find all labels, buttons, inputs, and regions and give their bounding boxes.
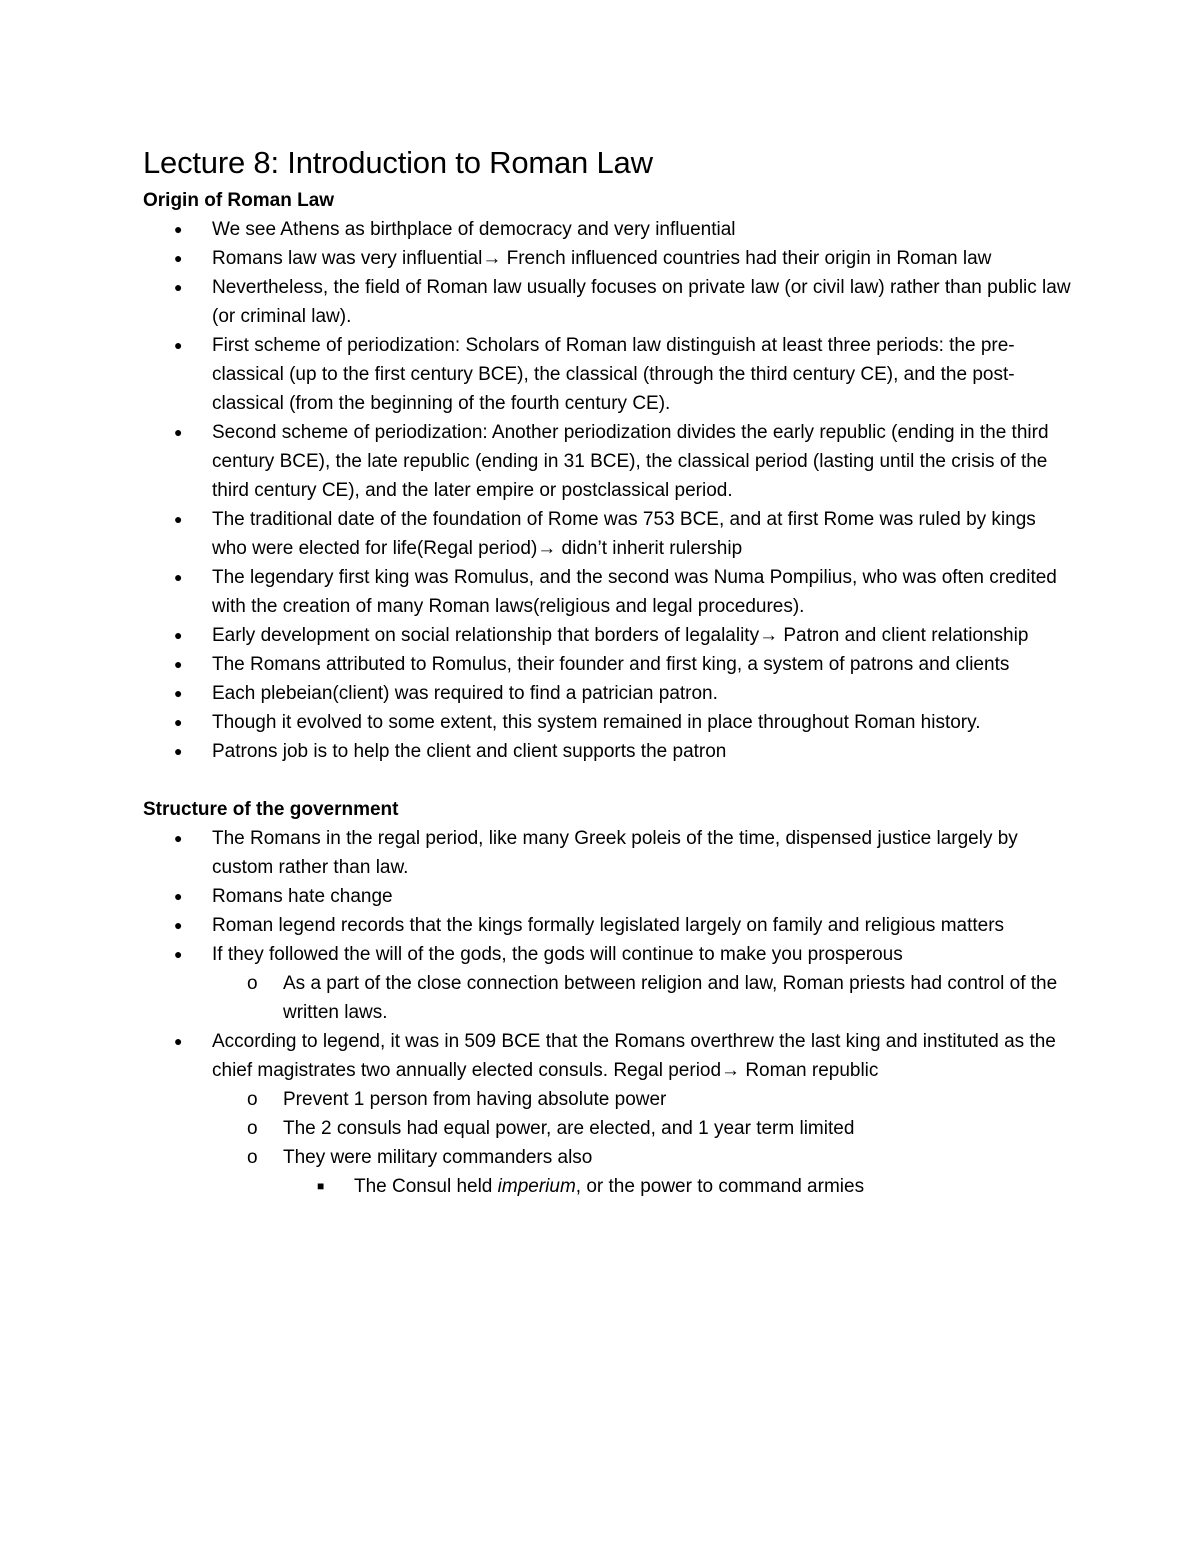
sub-sub-list: [283, 1172, 1073, 1201]
bullet-icon: ●: [174, 627, 183, 643]
list-item: ● Roman legend records that the kings formally legislated largely on family and religious matters: [143, 911, 1073, 940]
bullet-list-government: [143, 824, 1073, 1201]
sub-list-consuls: [212, 1085, 1073, 1201]
bullet-icon: ●: [174, 714, 183, 730]
section-heading-government: Structure of the government: [143, 799, 399, 820]
bullet-icon: ●: [174, 279, 183, 295]
bullet-icon: ●: [174, 830, 183, 846]
bullet-icon: ●: [174, 424, 183, 440]
bullet-icon: ●: [174, 221, 183, 237]
sub-list-item: o As a part of the close connection between religion and law, Roman priests had control of the written laws.: [212, 969, 1073, 1027]
page-title: Lecture 8: Introduction to Roman Law: [143, 145, 653, 180]
sub-sub-list-item: ■ The Consul held imperium, or the power to command armies: [283, 1172, 1073, 1201]
bullet-icon: ●: [174, 685, 183, 701]
square-bullet-icon: ■: [317, 1179, 325, 1193]
circle-bullet-icon: o: [247, 973, 258, 994]
bullet-icon: ●: [174, 888, 183, 904]
list-item: ● The traditional date of the foundation of Rome was 753 BCE, and at first Rome was ruled by kings who were elected for life(Regal period)→ didn’t inherit rulership: [143, 505, 1073, 563]
sub-list-item: o They were military commanders also ■ The Consul held imperium, or the power to command armies: [212, 1143, 1073, 1201]
section-spacer: [143, 766, 1073, 795]
list-item: ● First scheme of periodization: Scholars of Roman law distinguish at least three periods: the pre-classical (up to the first century BCE), the classical (through the third century CE), and the post-classical (from the beginning of the fourth century CE).: [143, 331, 1073, 418]
bullet-icon: ●: [174, 656, 183, 672]
circle-bullet-icon: o: [247, 1118, 258, 1139]
bullet-icon: ●: [174, 569, 183, 585]
section-heading-origin: Origin of Roman Law: [143, 190, 335, 211]
sub-list-gods: [212, 969, 1073, 1027]
list-item: ● Though it evolved to some extent, this system remained in place throughout Roman history.: [143, 708, 1073, 737]
bullet-icon: ●: [174, 1033, 183, 1049]
document-page: [143, 140, 1073, 1201]
list-item: ● Romans law was very influential→ French influenced countries had their origin in Roman law: [143, 244, 1073, 273]
sub-list-item: o Prevent 1 person from having absolute power: [212, 1085, 1073, 1114]
bullet-icon: ●: [174, 337, 183, 353]
bullet-icon: ●: [174, 946, 183, 962]
list-item: ● We see Athens as birthplace of democracy and very influential: [143, 215, 1073, 244]
list-item: ● Patrons job is to help the client and client supports the patron: [143, 737, 1073, 766]
list-item: ● Early development on social relationship that borders of legalality→ Patron and client relationship: [143, 621, 1073, 650]
list-item: ● If they followed the will of the gods, the gods will continue to make you prosperous o As a part of the close connection between religion and law, Roman priests had control of the written laws.: [143, 940, 1073, 1027]
bullet-icon: ●: [174, 511, 183, 527]
bullet-icon: ●: [174, 917, 183, 933]
bullet-list-origin: [143, 215, 1073, 766]
list-item: ● The Romans in the regal period, like many Greek poleis of the time, dispensed justice largely by custom rather than law.: [143, 824, 1073, 882]
circle-bullet-icon: o: [247, 1089, 258, 1110]
list-item: ● The legendary first king was Romulus, and the second was Numa Pompilius, who was often credited with the creation of many Roman laws(religious and legal procedures).: [143, 563, 1073, 621]
list-item: ● Each plebeian(client) was required to find a patrician patron.: [143, 679, 1073, 708]
list-item: ● According to legend, it was in 509 BCE that the Romans overthrew the last king and instituted as the chief magistrates two annually elected consuls. Regal period→ Roman republic o Prevent 1 person from having absolute power o The 2 consuls had equal power, are elected, and 1 year term limited o They were military commanders also ■ The Consul held imperium, or the power to command armies: [143, 1027, 1073, 1201]
bullet-icon: ●: [174, 743, 183, 759]
bullet-icon: ●: [174, 250, 183, 266]
sub-list-item: o The 2 consuls had equal power, are elected, and 1 year term limited: [212, 1114, 1073, 1143]
list-item: ● The Romans attributed to Romulus, their founder and first king, a system of patrons and clients: [143, 650, 1073, 679]
emphasis-imperium: imperium: [497, 1176, 576, 1197]
list-item: ● Romans hate change: [143, 882, 1073, 911]
circle-bullet-icon: o: [247, 1147, 258, 1168]
list-item: ● Second scheme of periodization: Another periodization divides the early republic (ending in the third century BCE), the late republic (ending in 31 BCE), the classical period (lasting until the crisis of the third century CE), and the later empire or postclassical period.: [143, 418, 1073, 505]
list-item: ● Nevertheless, the field of Roman law usually focuses on private law (or civil law) rather than public law (or criminal law).: [143, 273, 1073, 331]
